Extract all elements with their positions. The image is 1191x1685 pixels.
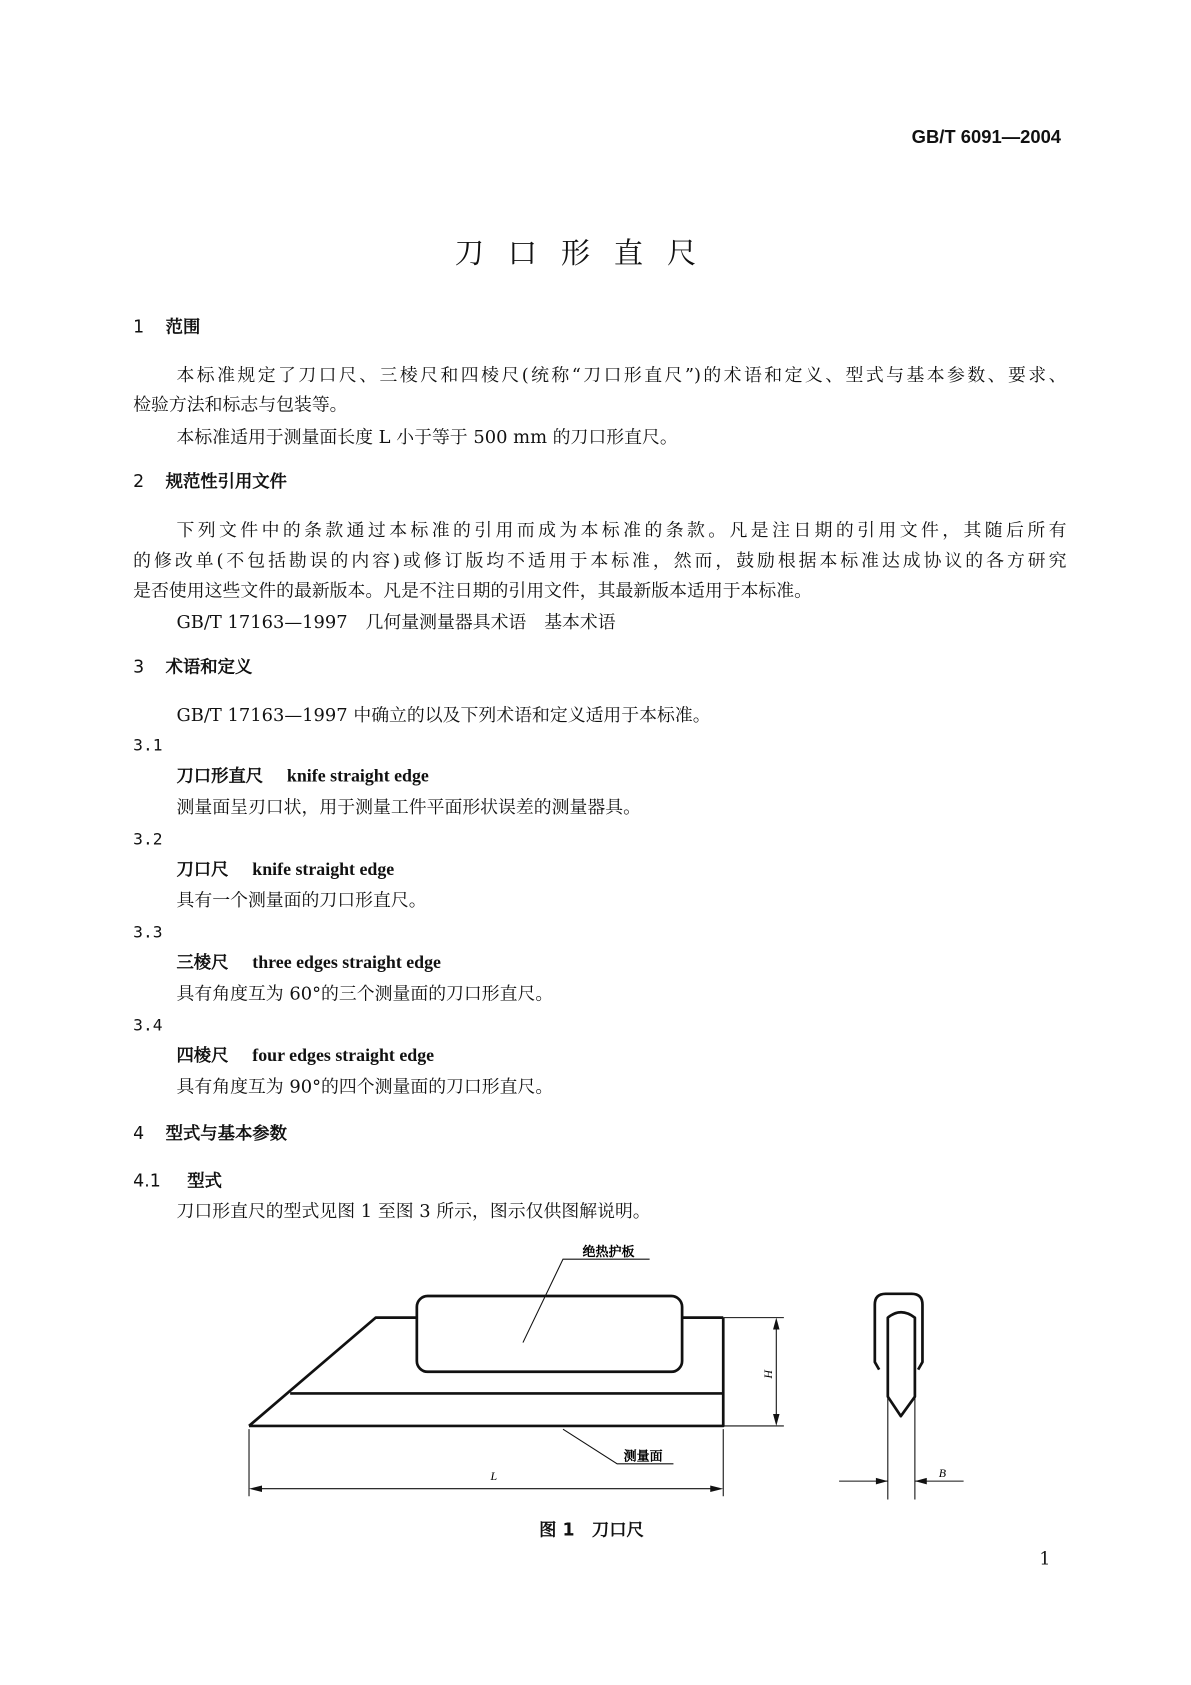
paragraph-line: 的修改单(不包括勘误的内容)或修订版均不适用于本标准，然而，鼓励根据本标准达成协议的各方研究 [133,550,1067,571]
subsection-number: 4.1 [133,1170,161,1191]
section-number: 1 [133,316,145,337]
term-zh: 三棱尺 [176,951,229,973]
document-title: 刀口形直尺 [454,237,720,271]
term-definition: 具有角度互为 60°的三个测量面的刀口形直尺。 [176,983,554,1004]
section-title: 型式与基本参数 [165,1122,287,1144]
term-number: 3.4 [133,1015,163,1036]
ruler-side-view [875,1294,923,1416]
subsection-title: 型式 [187,1170,222,1191]
reference-line: GB/T 17163—1997 几何量测量器具术语 基本术语 [176,611,616,633]
paragraph-line: 检验方法和标志与包装等。 [133,394,348,415]
figure-caption: 图 1 刀口尺 [539,1519,644,1540]
term-zh: 刀口形直尺 [176,765,264,787]
term-en: three edges straight edge [252,951,441,973]
paragraph-line: GB/T 17163—1997 中确立的以及下列术语和定义适用于本标准。 [176,704,711,726]
section-number: 3 [133,656,145,677]
section-title: 规范性引用文件 [165,470,287,492]
term-zh: 四棱尺 [176,1044,229,1066]
paragraph-line: 刀口形直尺的型式见图 1 至图 3 所示，图示仅供图解说明。 [176,1200,651,1222]
label-measuring-surface: 测量面 [623,1449,663,1465]
section-title: 术语和定义 [165,656,253,677]
standard-code: GB/T 6091—2004 [911,126,1062,148]
term-en: four edges straight edge [252,1044,435,1066]
dimension-H: H [761,1369,776,1379]
term-number: 3.3 [133,922,163,942]
term-en: knife straight edge [286,765,429,787]
ruler-front-view [249,1296,723,1426]
term-en: knife straight edge [252,858,395,880]
term-number: 3.2 [133,829,163,849]
paragraph-line: 本标准适用于测量面长度 L 小于等于 500 mm 的刀口形直尺。 [176,426,678,448]
paragraph-line: 下列文件中的条款通过本标准的引用而成为本标准的条款。凡是注日期的引用文件，其随后所有 [176,519,1067,541]
page-number: 1 [1039,1548,1051,1569]
section-title: 范围 [165,316,201,337]
paragraph-line: 本标准规定了刀口尺、三棱尺和四棱尺(统称“刀口形直尺”)的术语和定义、型式与基本参数、要求、 [176,364,1067,386]
term-definition: 测量面呈刃口状，用于测量工件平面形状误差的测量器具。 [176,796,641,818]
section-number: 4 [133,1122,145,1144]
term-definition: 具有角度互为 90°的四个测量面的刀口形直尺。 [176,1076,554,1097]
label-insulation-plate: 绝热护板 [582,1244,635,1260]
paragraph-line: 是否使用这些文件的最新版本。凡是不注日期的引用文件，其最新版本适用于本标准。 [133,580,813,601]
term-definition: 具有一个测量面的刀口形直尺。 [176,889,427,911]
dimension-L: L [490,1469,498,1484]
dimension-B: B [938,1465,946,1480]
term-zh: 刀口尺 [176,858,229,880]
arrowheads [249,1318,927,1492]
insulation-plate [417,1296,682,1372]
section-number: 2 [133,470,145,492]
term-number: 3.1 [133,735,163,755]
